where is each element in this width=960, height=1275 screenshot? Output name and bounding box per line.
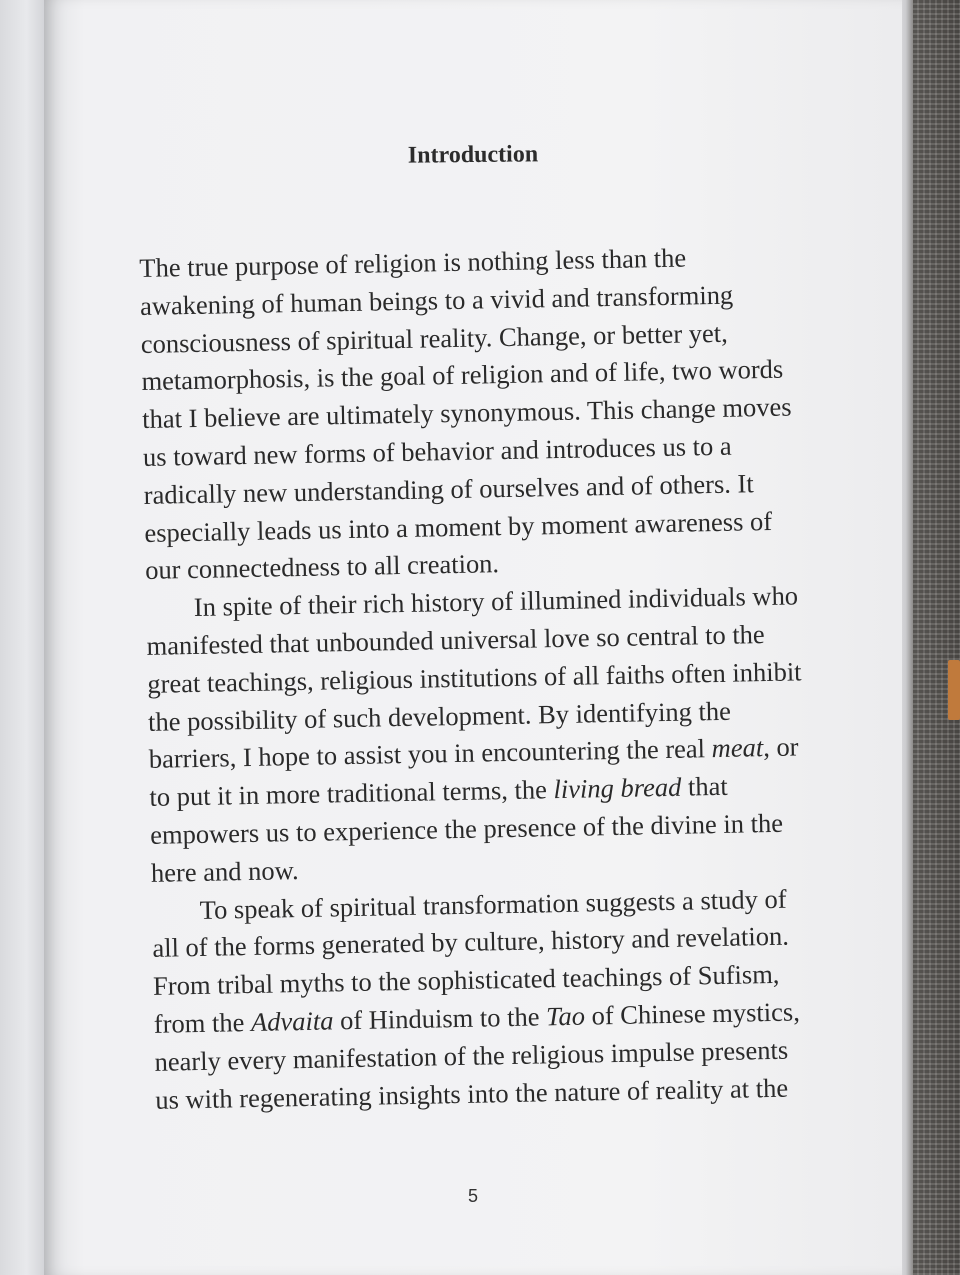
page-number: 5 [467, 1186, 478, 1206]
italic-term: Tao [545, 1000, 586, 1032]
fabric-background [905, 0, 960, 1275]
text-line: empowers us to experience the presence of the divine in the [149, 807, 784, 850]
italic-term: Advaita [250, 1005, 334, 1037]
text-line: manifested that unbounded universal love so central to the [146, 619, 765, 661]
text-line: us with regenerating insights into the nature of reality at the [155, 1072, 789, 1115]
text-line: that I believe are ultimately synonymous. This change moves [141, 391, 792, 435]
text-line: The true purpose of religion is nothing less than the [139, 242, 687, 283]
text-line: nearly every manifestation of the religious impulse presents [154, 1034, 789, 1077]
book-page [44, 0, 902, 1275]
chapter-heading: Introduction [407, 141, 539, 169]
text-line: all of the forms generated by culture, history and revelation. [152, 920, 790, 964]
text-line: us toward new forms of behavior and introduces us to a [142, 430, 732, 472]
paragraph [139, 236, 855, 590]
text-line: consciousness of spiritual reality. Change, or better yet, [140, 317, 728, 359]
text-line: our connectedness to all creation. [144, 548, 500, 586]
paragraph [151, 879, 865, 1119]
text-line: especially leads us into a moment by moment awareness of [144, 505, 773, 548]
text-line: To speak of spiritual transformation suggests a study of [199, 883, 787, 925]
paragraph [146, 576, 862, 892]
text-line: awakening of human beings to a vivid and transforming [139, 279, 734, 321]
text-line: From tribal myths to the sophisticated teachings of Sufism, [152, 958, 780, 1002]
text-line: radically new understanding of ourselves and of others. It [143, 468, 754, 510]
fabric-tag [948, 660, 960, 720]
text-line: great teachings, religious institutions of all faiths often inhibit [147, 656, 802, 699]
text-line: from the Advaita of Hinduism to the Tao of Chinese mystics, [153, 996, 801, 1039]
text-line: here and now. [150, 854, 299, 888]
text-line: barriers, I hope to assist you in encountering the real meat, or [148, 731, 799, 775]
body-text [139, 236, 866, 1119]
text-line: to put it in more traditional terms, the living bread that [149, 770, 728, 813]
text-line: metamorphosis, is the goal of religion and of life, two words [141, 354, 784, 397]
italic-term: living bread [553, 771, 682, 805]
italic-term: meat [711, 732, 764, 764]
text-line: the possibility of such development. By identifying the [147, 695, 732, 737]
text-line: In spite of their rich history of illumined individuals who [193, 580, 799, 623]
facing-page-edge [0, 0, 48, 1275]
